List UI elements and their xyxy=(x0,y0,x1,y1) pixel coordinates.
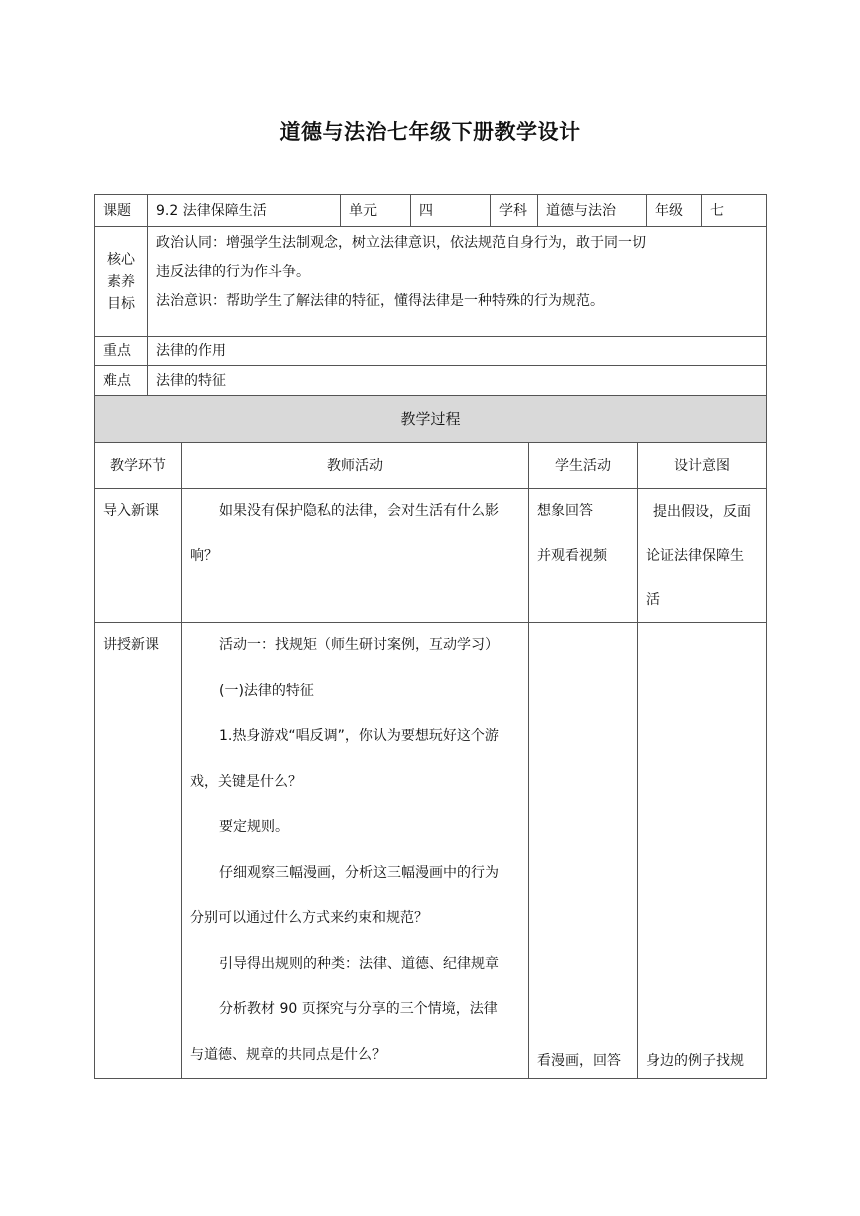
lecture-teacher-line: 活动一：找规矩（师生研讨案例，互动学习） xyxy=(219,637,499,653)
process-heading: 教学过程 xyxy=(95,396,767,443)
lecture-teacher-line: (一)法律的特征 xyxy=(219,682,314,699)
intro-intent-line: 论证法律保障生 xyxy=(646,548,744,564)
lecture-teacher-line: 分析教材 90 页探究与分享的三个情境，法律 xyxy=(219,1001,498,1017)
goals-line: 政治认同：增强学生法制观念，树立法律意识，依法规范自身行为，敢于同一切 xyxy=(156,235,646,251)
intro-intent-line: 活 xyxy=(646,592,660,608)
lecture-intent: 身边的例子找规 xyxy=(638,623,767,1079)
goals-line: 法治意识：帮助学生了解法律的特征，懂得法律是一种特殊的行为规范。 xyxy=(156,293,604,309)
column-header: 教师活动 xyxy=(182,443,529,489)
lesson-label: 课题 xyxy=(95,195,148,227)
key-row xyxy=(95,337,767,366)
lecture-teacher-line: 1.热身游戏“唱反调”，你认为要想玩好这个游 xyxy=(219,728,499,744)
lecture-row xyxy=(95,623,767,1079)
goals-line: 违反法律的行为作斗争。 xyxy=(156,264,310,280)
lecture-teacher-line: 仔细观察三幅漫画，分析这三幅漫画中的行为 xyxy=(219,864,499,881)
lesson-row xyxy=(95,195,767,227)
lecture-teacher-line: 要定规则。 xyxy=(219,819,289,835)
teaching-process-table xyxy=(94,395,767,1079)
difficulty-value: 法律的特征 xyxy=(148,366,767,396)
intro-student-line: 并观看视频 xyxy=(537,548,607,564)
intro-student xyxy=(529,489,638,623)
document-title: 道德与法治七年级下册教学设计 xyxy=(279,120,581,144)
intro-student-line: 想象回答 xyxy=(537,503,593,519)
intro-stage: 导入新课 xyxy=(95,489,182,623)
goals-label-line: 核心 xyxy=(107,251,135,268)
unit-value: 四 xyxy=(411,195,491,227)
difficulty-label: 难点 xyxy=(95,366,148,396)
intro-intent xyxy=(638,489,767,623)
column-header: 学生活动 xyxy=(529,443,638,489)
lecture-teacher-line: 戏，关键是什么？ xyxy=(190,773,302,790)
lecture-teacher-line: 与道德、规章的共同点是什么？ xyxy=(190,1046,386,1063)
intro-intent-line: 提出假设，反面 xyxy=(653,504,751,520)
subject-label: 学科 xyxy=(491,195,538,227)
subject-value: 道德与法治 xyxy=(538,195,647,227)
key-label: 重点 xyxy=(95,337,148,366)
column-header: 设计意图 xyxy=(638,443,767,489)
goals-label-line: 素养 xyxy=(107,273,135,290)
unit-label: 单元 xyxy=(341,195,411,227)
intro-teacher-line: 响？ xyxy=(190,548,218,564)
grade-label: 年级 xyxy=(647,195,702,227)
lecture-teacher xyxy=(182,623,529,1079)
intro-row xyxy=(95,489,767,623)
goals-label xyxy=(95,227,148,337)
goals-text xyxy=(148,227,767,337)
lecture-student: 看漫画，回答 xyxy=(529,623,638,1079)
goals-label-line: 目标 xyxy=(107,295,135,312)
column-header: 教学环节 xyxy=(95,443,182,489)
lecture-stage: 讲授新课 xyxy=(95,623,182,1079)
grade-value: 七 xyxy=(702,195,767,227)
column-header-row xyxy=(95,443,767,489)
lecture-teacher-line: 引导得出规则的种类：法律、道德、纪律规章 xyxy=(219,955,499,972)
lecture-teacher-line: 分别可以通过什么方式来约束和规范？ xyxy=(190,910,428,926)
key-value: 法律的作用 xyxy=(148,337,767,366)
process-heading-row xyxy=(95,396,767,443)
lesson-info-table xyxy=(94,194,767,396)
goals-row xyxy=(95,227,767,337)
lesson-value: 9.2 法律保障生活 xyxy=(148,195,341,227)
difficulty-row xyxy=(95,366,767,396)
intro-teacher xyxy=(182,489,529,623)
intro-teacher-line: 如果没有保护隐私的法律，会对生活有什么影 xyxy=(219,503,499,519)
